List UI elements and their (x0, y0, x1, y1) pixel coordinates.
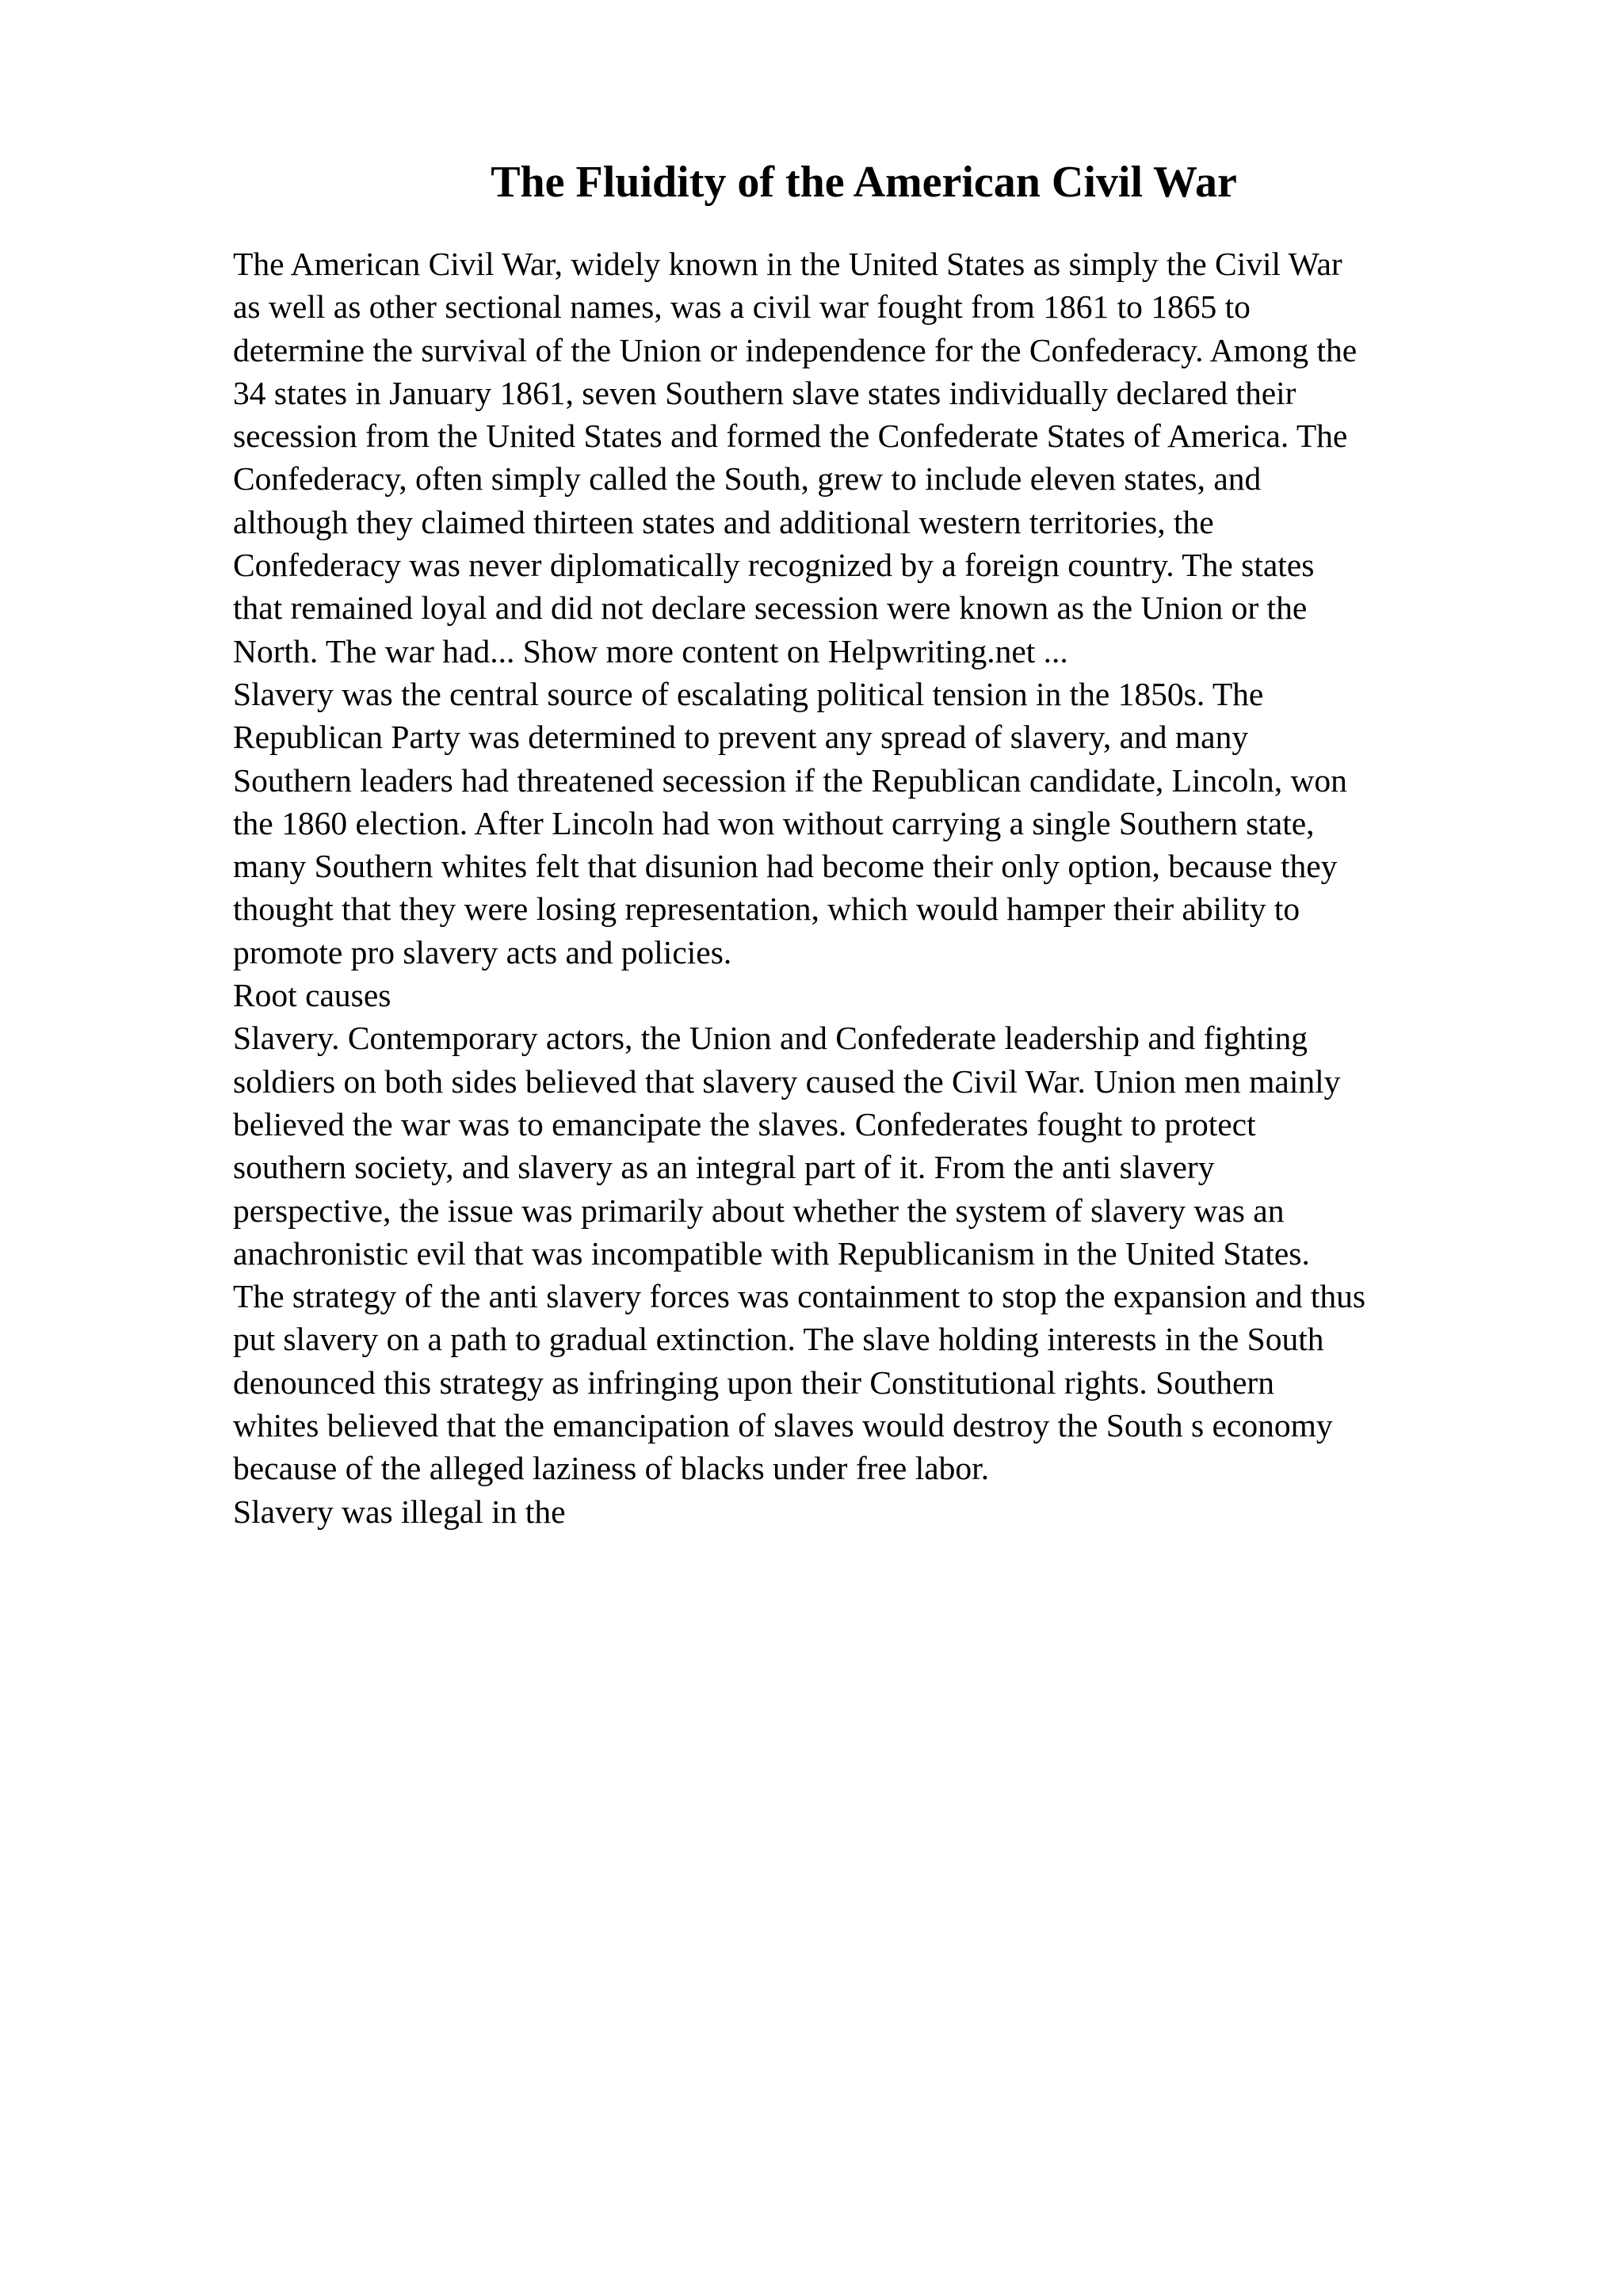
text-line: secession from the United States and formed the Confederate States of America. The (233, 418, 1348, 455)
text-line: Slavery. Contemporary actors, the Union and Confederate leadership and fighting (233, 1020, 1308, 1057)
text-line: The strategy of the anti slavery forces was containment to stop the expansion and thus (233, 1278, 1366, 1315)
text-line: because of the alleged laziness of blacks under free labor. (233, 1450, 990, 1487)
text-line: soldiers on both sides believed that slavery caused the Civil War. Union men mainly (233, 1062, 1341, 1100)
text-line: thought that they were losing representation, which would hamper their ability to (233, 891, 1300, 928)
text-line: promote pro slavery acts and policies. (233, 933, 732, 971)
text-line: Confederacy, often simply called the South, grew to include eleven states, and (233, 460, 1262, 498)
text-line: believed the war was to emancipate the slaves. Confederates fought to protect (233, 1105, 1256, 1142)
text-line: anachronistic evil that was incompatible with Republicanism in the United States. (233, 1234, 1310, 1272)
text-line: Confederacy was never diplomatically recognized by a foreign country. The states (233, 547, 1315, 584)
text-line: the 1860 election. After Lincoln had won without carrying a single Southern state, (233, 804, 1315, 841)
text-line: North. The war had... Show more content on Helpwriting.net ... (233, 632, 1068, 669)
text-line: perspective, the issue was primarily about whether the system of slavery was an (233, 1192, 1285, 1229)
text-line: put slavery on a path to gradual extinction. The slave holding interests in the South (233, 1321, 1324, 1358)
document-title: The Fluidity of the American Civil War (491, 158, 1237, 207)
text-line: whites believed that the emancipation of slaves would destroy the South s economy (233, 1407, 1333, 1444)
text-line: Southern leaders had threatened secession if the Republican candidate, Lincoln, won (233, 761, 1347, 799)
text-line: southern society, and slavery as an integral part of it. From the anti slavery (233, 1149, 1215, 1186)
text-line: Root causes (233, 977, 391, 1014)
text-line: Slavery was illegal in the (233, 1493, 566, 1530)
text-line: as well as other sectional names, was a civil war fought from 1861 to 1865 to (233, 288, 1251, 326)
text-line: Republican Party was determined to prevent any spread of slavery, and many (233, 719, 1249, 756)
text-line: determine the survival of the Union or independence for the Confederacy. Among the (233, 331, 1358, 368)
text-line: that remained loyal and did not declare secession were known as the Union or the (233, 589, 1308, 627)
text-line: many Southern whites felt that disunion had become their only option, because they (233, 848, 1338, 885)
text-line: denounced this strategy as infringing upon their Constitutional rights. Southern (233, 1363, 1274, 1401)
document-body (233, 242, 1533, 1533)
text-line: 34 states in January 1861, seven Southern slave states individually declared their (233, 374, 1296, 411)
text-line: although they claimed thirteen states and additional western territories, the (233, 503, 1214, 540)
text-line: Slavery was the central source of escalating political tension in the 1850s. The (233, 675, 1264, 712)
text-line: The American Civil War, widely known in the United States as simply the Civil War (233, 246, 1342, 282)
